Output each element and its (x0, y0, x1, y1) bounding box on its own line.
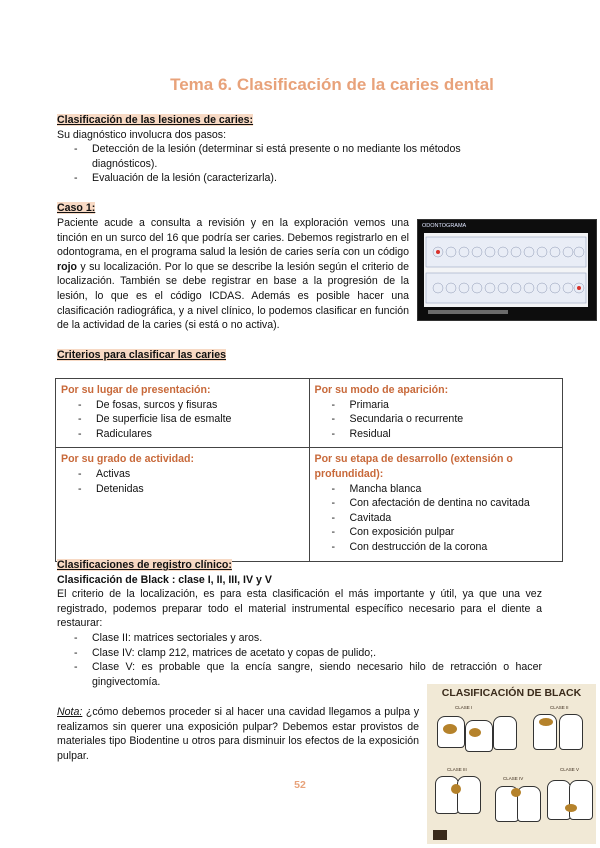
list-item: - Con afectación de dentina no cavitada (315, 496, 558, 511)
table-row (56, 379, 563, 448)
registro-list (57, 631, 542, 689)
cell-title: Por su modo de aparición: (314, 384, 449, 396)
section-registro (57, 558, 542, 689)
nota-label: Nota: (57, 706, 83, 718)
list-item: - Detenidas (61, 482, 304, 497)
criterios-heading: Criterios para clasificar las caries (57, 349, 227, 361)
list-item: - Cavitada (315, 511, 558, 526)
list-item: - Primaria (315, 398, 558, 413)
table-cell (309, 379, 563, 448)
tooth-drawing (465, 720, 493, 752)
page-number: 52 (294, 779, 306, 791)
odontogram-grid (424, 233, 588, 307)
list-item: - Secundaria o recurrente (315, 412, 558, 427)
cell-list (61, 467, 304, 496)
section-intro: Su diagnóstico involucra dos pasos: (57, 128, 227, 141)
tooth-drawing (559, 714, 583, 750)
bold-word: rojo (57, 260, 78, 273)
cell-list (315, 398, 558, 442)
tooth-drawing (493, 716, 517, 750)
section-heading: Clasificación de las lesiones de caries: (57, 114, 254, 126)
nota-paragraph: Nota: ¿cómo debemos proceder si al hacer una cavidad llegamos a pulpa y realizamos sin querer una exposición pulpar? Debemos estar provistos de materiales tipo Biodentine u otros para disminuir los efectos de la exposición pulpar. (57, 706, 419, 762)
caso-heading: Caso 1: (57, 202, 96, 214)
steps-list (57, 142, 477, 186)
table-cell (56, 448, 310, 561)
list-item: - Detección de la lesión (determinar si está presente o no mediante los métodos diagnósticos). (57, 142, 477, 171)
table-cell (309, 448, 563, 561)
cell-title: Por su grado de actividad: (61, 453, 195, 466)
page-title: Tema 6. Clasificación de la caries dental (170, 75, 494, 94)
table-cell (56, 379, 310, 448)
registro-paragraph: El criterio de la localización, es para esta clasificación el más importante y útil, ya que una vez registrado, podemos preparar todo el material instrumental específico necesario para el diente a restaurar: (57, 588, 542, 630)
image-label: ODONTOGRAMA (422, 223, 467, 229)
odontogram-image (417, 219, 597, 321)
list-item: - Clase IV: clamp 212, matrices de acetato y copas de pulido;. (57, 646, 542, 661)
caso-paragraph: Paciente acude a consulta a revisión y en la exploración vemos una tinción en un surco del 16 que podría ser caries. Debemos registrarlo en el odontograma, en el programa salud la lesión de caries sería con un código rojo y su localización. Por lo que se describe la lesión según el criterio de localización. También se debe registrar en base a la progresión de la lesión, lo que es el código ICDAS. Además es posible hacer una clasificación radiográfica, y a nivel clínico, lo podemos clasificar en función de la actividad de la caries (si está o no activa). (57, 217, 409, 332)
odontogram-chart (424, 233, 588, 307)
list-item: - Evaluación de la lesión (caracterizarla). (57, 171, 477, 186)
caries-mark (565, 804, 577, 812)
section-lesiones (57, 113, 487, 186)
class-label: CLASE V (560, 767, 580, 772)
class-label: CLASE IV (503, 776, 524, 781)
image-title: CLASIFICACIÓN DE BLACK (441, 687, 582, 699)
cell-title: Por su lugar de presentación: (61, 384, 211, 396)
cell-title: Por su etapa de desarrollo (extensión o profundidad): (314, 453, 513, 480)
list-item: - Radiculares (61, 427, 304, 442)
caries-mark (443, 724, 457, 734)
caries-mark (539, 718, 553, 726)
section-heading: Clasificaciones de registro clínico: (57, 559, 232, 571)
list-item: - De fosas, surcos y fisuras (61, 398, 304, 413)
list-item: - Clase II: matrices sectoriales y aros. (57, 631, 542, 646)
cell-list (315, 482, 558, 555)
list-item: - Con destrucción de la corona (315, 540, 558, 555)
logo (433, 830, 447, 840)
list-item: - Activas (61, 467, 304, 482)
list-item: - Mancha blanca (315, 482, 558, 497)
list-item: - Residual (315, 427, 558, 442)
caries-mark (469, 728, 481, 737)
class-label: CLASE I (455, 705, 473, 710)
class-label: CLASE III (447, 767, 467, 772)
criteria-table (55, 378, 563, 562)
class-label: CLASE II (550, 705, 569, 710)
cell-list (61, 398, 304, 442)
list-item: - Con exposición pulpar (315, 525, 558, 540)
image-caption-bar (428, 310, 508, 314)
table-row (56, 448, 563, 561)
list-item: - De superficie lisa de esmalte (61, 412, 304, 427)
list-item: - Clase V: es probable que la encía sangre, siendo necesario hilo de retracción o hacer gingivectomía. (57, 660, 542, 689)
black-classification-image (427, 684, 596, 844)
subheading: Clasificación de Black : clase I, II, III, IV y V (57, 573, 272, 586)
